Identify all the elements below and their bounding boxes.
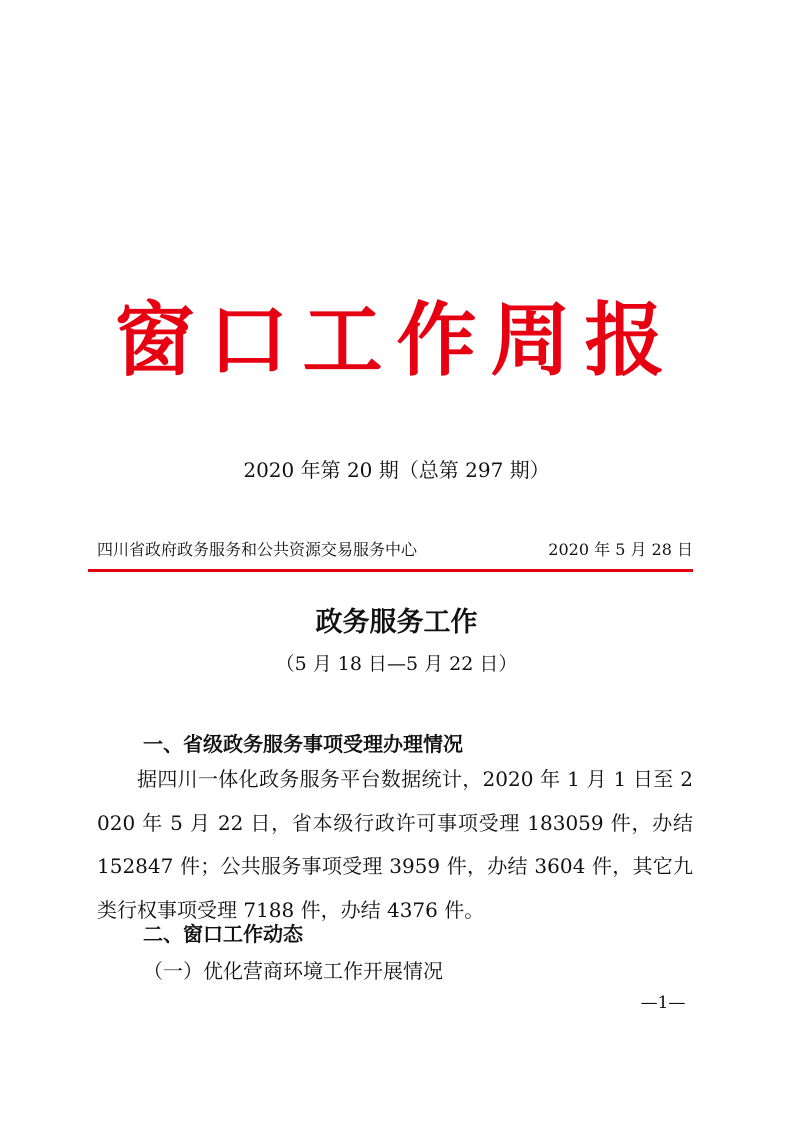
statistics-paragraph: 据四川一体化政务服务平台数据统计，2020 年 1 月 1 日至 2020 年 5 月 22 日，省本级行政许可事项受理 183059 件，办结 152847 件；公共服务事项受理 3959 件，办结 3604 件，其它九类行权事项受理 7188 件，办结 4376 件。: [97, 767, 693, 922]
section-title: 政务服务工作: [315, 607, 478, 638]
heading-provincial-services: 一、省级政务服务事项受理办理情况: [143, 732, 463, 756]
section-date-range: （5 月 18 日—5 月 22 日）: [275, 653, 518, 675]
page-number: —1—: [640, 993, 686, 1013]
organization-name: 四川省政府政务服务和公共资源交易服务中心: [97, 540, 418, 559]
issue-number: 2020 年第 20 期（总第 297 期）: [243, 458, 550, 482]
heading-window-work: 二、窗口工作动态: [143, 922, 303, 946]
subheading-business-environment: （一）优化营商环境工作开展情况: [143, 959, 443, 983]
header-line: [97, 538, 693, 562]
publication-date: 2020 年 5 月 28 日: [548, 540, 693, 559]
red-divider: [88, 569, 693, 572]
masthead-title: 窗口工作周报: [114, 293, 679, 387]
